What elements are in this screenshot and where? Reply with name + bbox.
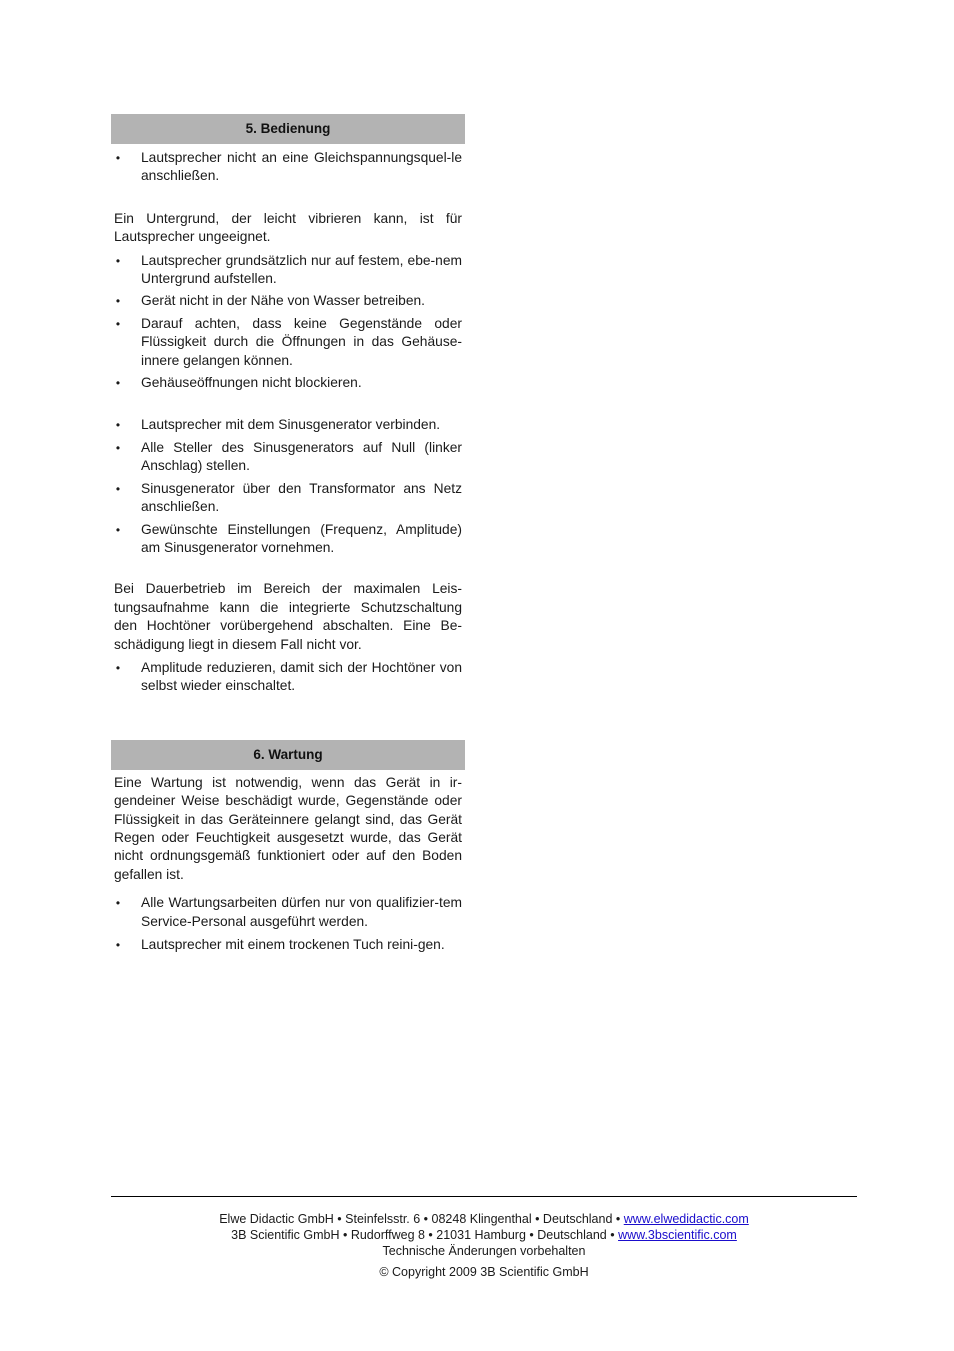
paragraph: Ein Untergrund, der leicht vibrieren kann, ist für Lautsprecher ungeeignet. bbox=[114, 210, 462, 245]
3bscientific-link[interactable]: www.3bscientific.com bbox=[618, 1228, 737, 1242]
list-item: • Lautsprecher nicht an eine Gleichspannungsquel-le anschließen. bbox=[111, 149, 465, 186]
bullet-icon: • bbox=[115, 294, 121, 309]
list-item: • Lautsprecher mit dem Sinusgenerator verbinden. bbox=[111, 416, 465, 434]
list-item: • Gehäuseöffnungen nicht blockieren. bbox=[111, 374, 465, 392]
list-item: • Alle Steller des Sinusgenerators auf Null (linker Anschlag) stellen. bbox=[111, 439, 465, 476]
bullet-list bbox=[111, 252, 465, 393]
bullet-icon: • bbox=[115, 151, 121, 165]
section-header-wartung: 6. Wartung bbox=[111, 740, 465, 770]
list-item: • Gerät nicht in der Nähe von Wasser betreiben. bbox=[111, 292, 465, 310]
paragraph: Bei Dauerbetrieb im Bereich der maximalen Leis-tungsaufnahme kann die integrierte Schutzschaltung den Hochtöner vorübergehend abschalten. Eine Be-schädigung liegt in diesem Fall nicht vor. bbox=[114, 581, 462, 652]
bullet-icon: • bbox=[115, 481, 121, 496]
content-column bbox=[111, 114, 465, 954]
bullet-icon: • bbox=[115, 896, 121, 911]
bullet-list bbox=[111, 659, 465, 696]
list-item: • Lautsprecher mit einem trockenen Tuch reini-gen. bbox=[111, 936, 465, 954]
footer-address-elwe: Elwe Didactic GmbH • Steinfelsstr. 6 • 08248 Klingenthal • Deutschland • www.elwedidactic.com bbox=[219, 1212, 749, 1226]
list-item: • Lautsprecher grundsätzlich nur auf festem, ebe-nem Untergrund aufstellen. bbox=[111, 252, 465, 289]
bullet-icon: • bbox=[115, 440, 121, 455]
bullet-icon: • bbox=[115, 316, 121, 331]
bullet-list bbox=[111, 149, 465, 186]
bullet-icon: • bbox=[115, 418, 121, 433]
list-item: • Alle Wartungsarbeiten dürfen nur von qualifizier-tem Service-Personal ausgeführt werden. bbox=[111, 894, 465, 931]
bullet-icon: • bbox=[115, 660, 121, 675]
elwedidactic-link[interactable]: www.elwedidactic.com bbox=[623, 1212, 749, 1226]
bullet-icon: • bbox=[115, 376, 121, 391]
bullet-icon: • bbox=[115, 938, 121, 952]
bullet-icon: • bbox=[115, 522, 121, 537]
copyright: © Copyright 2009 3B Scientific GmbH bbox=[379, 1265, 589, 1279]
footer-divider bbox=[111, 1196, 857, 1197]
list-item: • Sinusgenerator über den Transformator ans Netz anschließen. bbox=[111, 480, 465, 517]
footer bbox=[111, 1211, 857, 1280]
footer-address-3b: 3B Scientific GmbH • Rudorffweg 8 • 21031 Hamburg • Deutschland • www.3bscientific.com bbox=[231, 1228, 737, 1242]
list-item: • Amplitude reduzieren, damit sich der Hochtöner von selbst wieder einschaltet. bbox=[111, 659, 465, 696]
bullet-list bbox=[111, 894, 465, 954]
bullet-icon: • bbox=[115, 253, 121, 268]
list-item: • Gewünschte Einstellungen (Frequenz, Amplitude) am Sinusgenerator vornehmen. bbox=[111, 521, 465, 558]
bullet-list bbox=[111, 416, 465, 557]
paragraph: Eine Wartung ist notwendig, wenn das Gerät in ir-gendeiner Weise beschädigt wurde, Gegenstände oder Flüssigkeit in das Geräteinnere gelangt sind, das Gerät Regen oder Feuchtigkeit ausgesetzt wurde, das Gerät nicht ordnungsgemäß funktioniert oder auf den Boden gefallen ist. bbox=[114, 774, 462, 882]
footer-notice: Technische Änderungen vorbehalten bbox=[382, 1244, 586, 1258]
section-header-bedienung: 5. Bedienung bbox=[111, 114, 465, 144]
list-item: • Darauf achten, dass keine Gegenstände oder Flüssigkeit durch die Öffnungen in das Gehäuse-innere gelangen können. bbox=[111, 315, 465, 370]
